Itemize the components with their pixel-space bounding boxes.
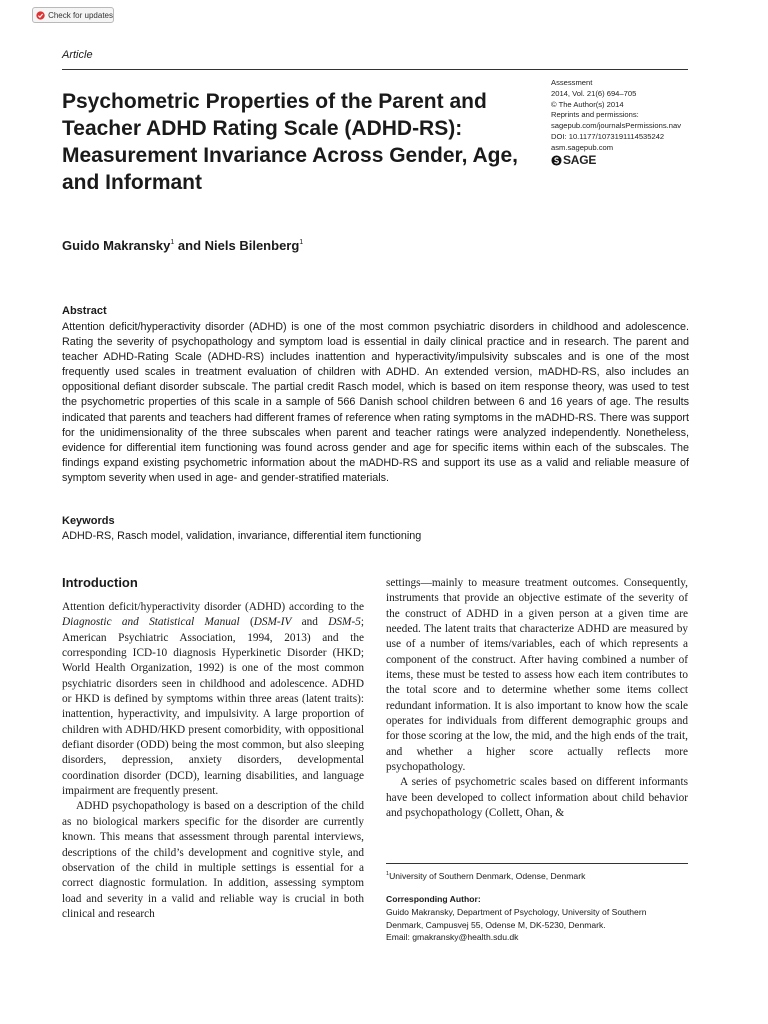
article-title: Psychometric Properties of the Parent and Teacher ADHD Rating Scale (ADHD-RS): Measurement Invariance Across Gender, Age, and Informant (62, 90, 518, 194)
reprints-label: Reprints and permissions: (551, 110, 639, 120)
check-updates-icon (36, 10, 45, 21)
body-column-left (62, 600, 364, 922)
check-for-updates-button[interactable] (32, 7, 114, 23)
introduction-heading: Introduction (62, 575, 138, 590)
affiliation-text: University of Southern Denmark, Odense, Denmark (389, 871, 586, 881)
text-run: ( (239, 616, 254, 629)
author-list (62, 238, 303, 253)
text-run: and (291, 616, 329, 629)
text-run: Attention deficit/hyperactivity disorder (ADHD) according to the (62, 601, 364, 613)
italic-text: DSM-5 (328, 616, 361, 629)
journal-metadata (551, 78, 711, 166)
journal-site-link[interactable]: asm.sagepub.com (551, 142, 614, 152)
paragraph: settings—mainly to measure treatment outcomes. Consequently, instruments that provide an objective estimate of the severity of the construct of ADHD in a given person at a given time are needed. The latent traits that characterize ADHD are measured by use of a number of items/variables, each of which represents a component of the construct. After having combined a number of items, these must be tested to assess how each item contributes to the total score and to determine whether some items collect redundant information. It is also important to know how the scale operates for individuals from different demographic groups and for those scoring at the low, the mid, and the high ends of the trait, and whether a higher score actually reflects more psychopathology. (386, 577, 688, 774)
corresponding-email[interactable]: Email: gmakransky@health.sdu.dk (386, 932, 519, 943)
keywords-text: ADHD-RS, Rasch model, validation, invariance, differential item functioning (62, 530, 422, 542)
reprints-link[interactable]: sagepub.com/journalsPermissions.nav (551, 121, 682, 131)
italic-text: DSM-IV (253, 616, 292, 629)
author-name[interactable]: Guido Makransky (62, 238, 171, 253)
body-column-right (386, 576, 688, 822)
text-run: ; American Psychiatric Association, 1994, 2013) and the corresponding ICD-10 diagnosis Hyperkinetic Disorder (HKD; World Health Organization, 1992) is one of the most common psychiatric disorders seen in childhood and adolescence. ADHD or HKD is defined by symptoms within three areas (latent traits): inattention, hyperactivity, and impulsivity. A large proportion of children with ADHD/HKD present comorbidity, with oppositional defiant disorder (ODD) being the most common, but also sleeping disorders, depression, anxiety disorders, developmental coordination disorder (DCD), learning disabilities, and language impairment are frequently present. (62, 616, 365, 798)
sage-logo-text: SAGE (563, 152, 597, 167)
author-affiliation-marker: 1 (299, 239, 304, 246)
article-type-label: Article (62, 49, 93, 61)
journal-volume: 2014, Vol. 21(6) 694–705 (551, 88, 637, 98)
paragraph: A series of psychometric scales based on different informants have been developed to collect information about child behavior and psychopathology (Collett, Ohan, & (386, 776, 688, 820)
corresponding-address-line: Denmark, Campusvej 55, Odense M, DK-5230, Denmark. (386, 919, 606, 930)
affiliation-footnote (386, 871, 585, 881)
corresponding-author-heading: Corresponding Author: (386, 894, 481, 904)
author-affiliation-marker: 1 (170, 239, 175, 246)
sage-logo (551, 152, 711, 167)
affiliation-marker: 1 (386, 871, 390, 877)
keywords-heading: Keywords (62, 515, 115, 527)
corresponding-address-line: Guido Makransky, Department of Psychology, University of Southern (386, 907, 647, 917)
journal-name: Assessment (551, 78, 593, 87)
abstract-text: Attention deficit/hyperactivity disorder (ADHD) is one of the most common psychiatric disorders in childhood and adolescence. Rating the severity of psychopathology and symptom load is essential in daily clinical practice and in research. The parent and teacher ADHD-Rating Scale (ADHD-RS) includes inattention and hyperactivity/impulsivity subscales and is one of the most frequently used scales in treatment evaluation of children with ADHD. An extended version, mADHD-RS, also includes an oppositional defiant disorder subscale. The partial credit Rasch model, which is based on item response theory, was used to test the psychometric properties of this scale in a sample of 566 Danish school children between 6 and 16 years of age. The results indicated that parents and teachers had different frames of reference when rating symptoms in the mADHD-RS. There was support for the unidimensionality of the three subscales when parent and teacher ratings were analyzed independently. Nonetheless, evidence for differential item functioning was found across gender and age for specific items within each of the subscales. The findings expand existing psychometric information about the mADHD-RS and support its use as a valid and reliable measure of symptom severity when used in age- and gender-stratified materials. (62, 321, 689, 484)
abstract-heading: Abstract (62, 305, 107, 317)
corresponding-author-details (386, 906, 686, 944)
copyright: © The Author(s) 2014 (551, 99, 624, 109)
doi-link[interactable]: DOI: 10.1177/1073191114535242 (551, 131, 665, 141)
footnote-divider (386, 863, 688, 864)
italic-text: Diagnostic and Statistical Manual (62, 616, 240, 629)
sage-logo-icon (551, 155, 562, 166)
header-divider (62, 69, 688, 70)
author-conjunction: and (177, 238, 202, 253)
paragraph: ADHD psychopathology is based on a description of the child as no biological markers specific for the disorder are currently known. This means that assessment through parental interviews, descriptions of the child’s development and cognitive style, and observation of the child in multiple settings is essential for a correct diagnostic formulation. In addition, assessing symptom load and severity in a valid and reliable way is crucial in both clinical and research (62, 800, 364, 920)
author-name[interactable]: Niels Bilenberg (204, 238, 300, 253)
paragraph (62, 600, 364, 799)
check-updates-label: Check for updates (48, 10, 113, 20)
